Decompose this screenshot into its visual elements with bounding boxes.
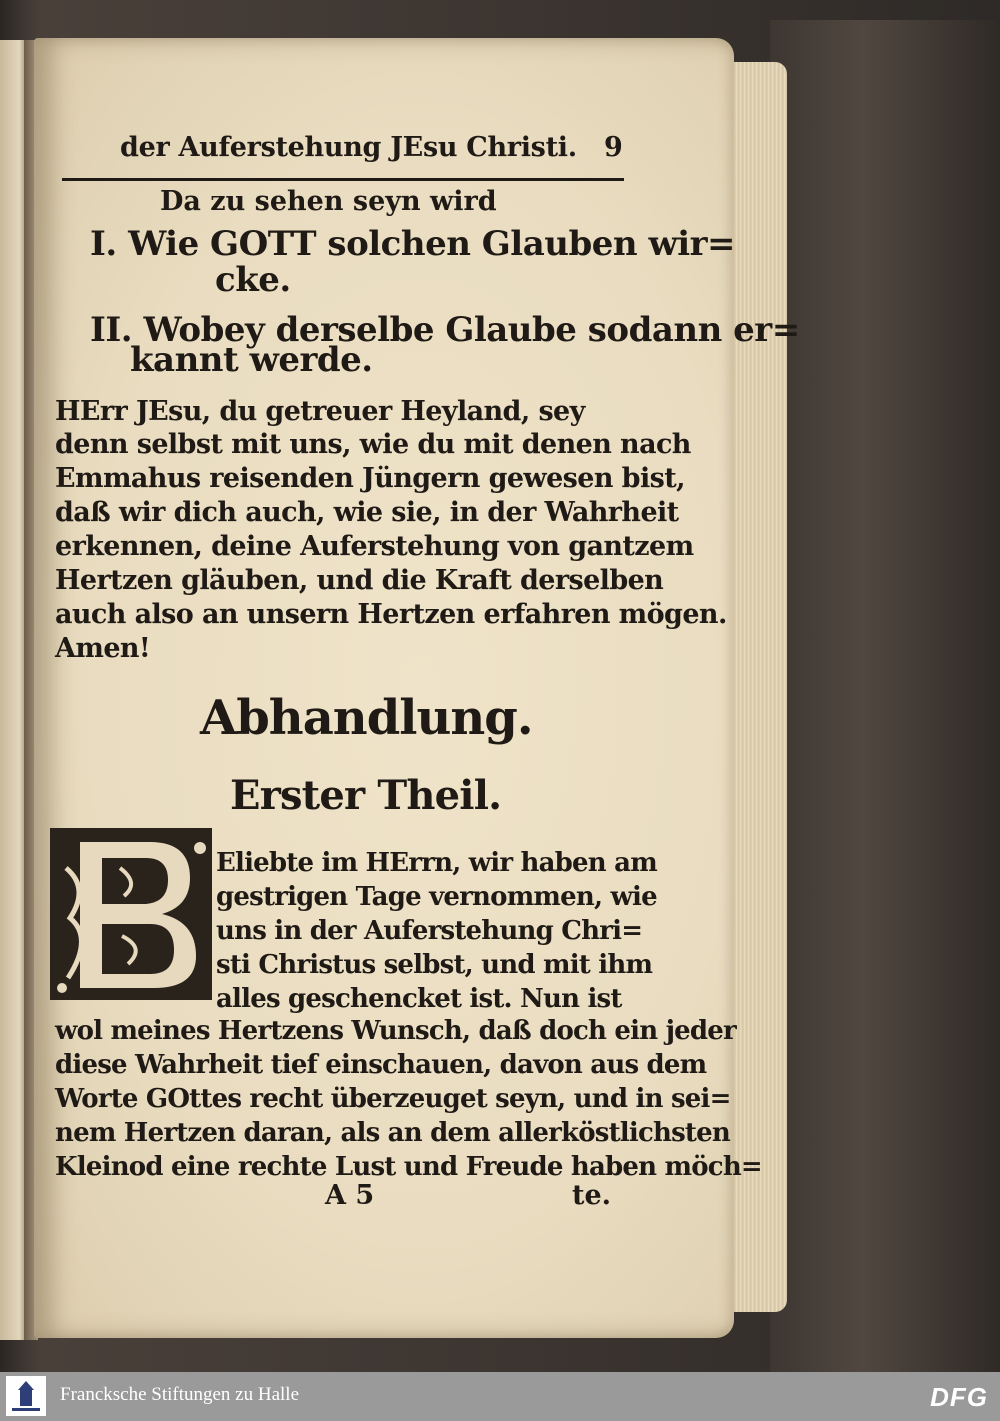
part-title: Erster Theil. [230, 772, 502, 819]
intro-line: Da zu sehen seyn wird [160, 186, 497, 217]
body-line: uns in der Auferstehung Chri= [216, 916, 643, 946]
institution-name[interactable]: Francksche Stiftungen zu Halle [60, 1384, 300, 1405]
prayer-line: denn selbst mit uns, wie du mit denen nach [55, 429, 691, 460]
body-line: sti Christus selbst, und mit ihm [216, 950, 653, 980]
point-2-line-2: kannt werde. [130, 340, 373, 380]
header-rule [62, 178, 624, 181]
body-line: nem Hertzen daran, als an dem allerköstlichsten [55, 1118, 730, 1148]
running-head: der Auferstehung JEsu Christi. [120, 132, 577, 163]
prayer-line: Hertzen gläuben, und die Kraft derselben [55, 565, 664, 596]
book-cover [770, 20, 1000, 1372]
point-2-line-1: II. Wobey derselbe Glaube sodann er= [90, 310, 800, 350]
body-line: gestrigen Tage vernommen, wie [216, 882, 657, 912]
prayer-line: auch also an unsern Hertzen erfahren mögen. [55, 599, 727, 630]
prayer-line: daß wir dich auch, wie sie, in der Wahrheit [55, 497, 679, 528]
catchword: te. [572, 1180, 612, 1211]
viewer-footer [0, 1372, 1000, 1421]
signature-mark: A 5 [325, 1180, 375, 1211]
point-1-line-2: cke. [215, 260, 291, 300]
prayer-line: Emmahus reisenden Jüngern gewesen bist, [55, 463, 685, 494]
decorated-initial-b [50, 828, 212, 1000]
body-line: Worte GOttes recht überzeuget seyn, und in sei= [55, 1084, 731, 1114]
section-title: Abhandlung. [200, 690, 533, 746]
dfg-logo[interactable]: DFG [930, 1382, 988, 1412]
body-line: wol meines Hertzens Wunsch, daß doch ein jeder [55, 1016, 736, 1046]
prayer-line: erkennen, deine Auferstehung von gantzem [55, 531, 694, 562]
prayer-line: Amen! [55, 633, 151, 664]
prayer-line: HErr JEsu, du getreuer Heyland, sey [55, 396, 585, 427]
institution-logo-icon[interactable] [6, 1376, 46, 1416]
body-line: alles geschencket ist. Nun ist [216, 984, 622, 1014]
body-line: diese Wahrheit tief einschauen, davon aus dem [55, 1050, 707, 1080]
body-line: Eliebte im HErrn, wir haben am [216, 848, 657, 878]
point-1-line-1: I. Wie GOTT solchen Glauben wir= [90, 224, 736, 264]
ornament-b-icon [50, 828, 212, 1000]
page-number: 9 [604, 132, 623, 163]
body-line: Kleinod eine rechte Lust und Freude haben möch= [55, 1152, 762, 1182]
